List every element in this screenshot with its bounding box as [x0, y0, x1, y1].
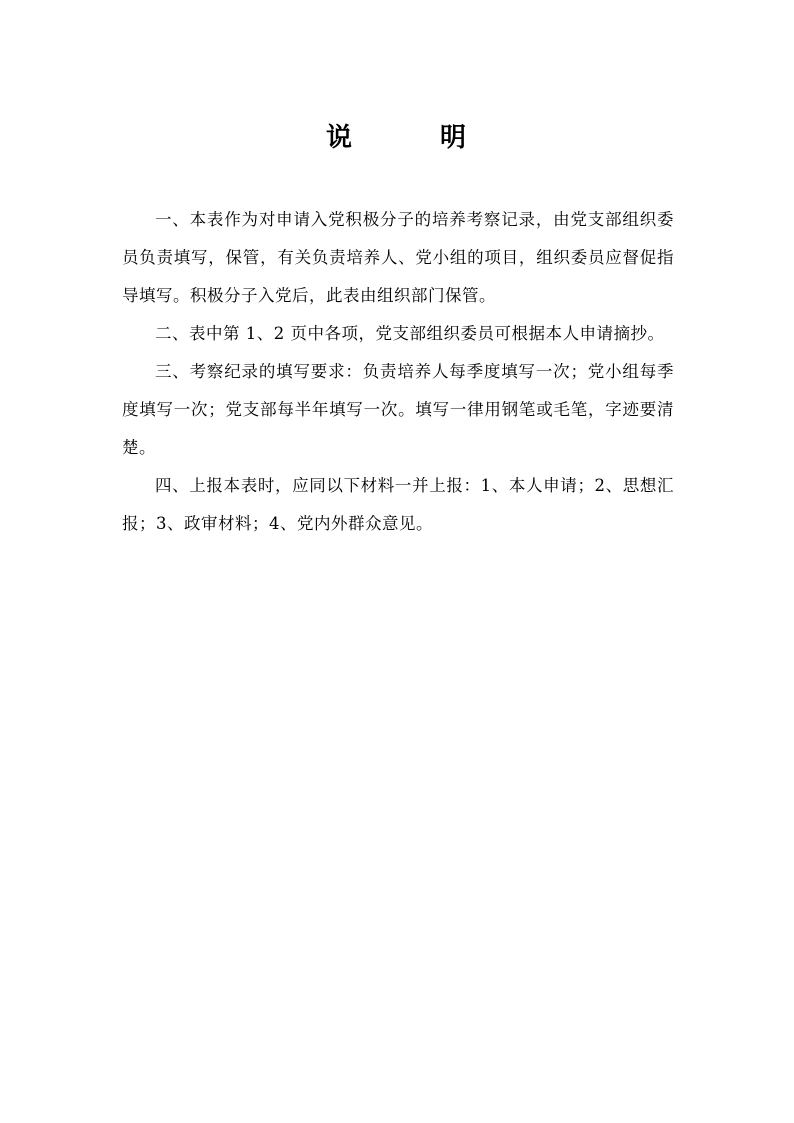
instruction-paragraph-3: 三、考察纪录的填写要求：负责培养人每季度填写一次；党小组每季度填写一次；党支部每半年填写一次。填写一律用钢笔或毛笔，字迹要清楚。	[122, 362, 674, 457]
instruction-paragraph-2: 二、表中第 1、2 页中各项，党支部组织委员可根据本人申请摘抄。	[155, 324, 665, 343]
instruction-paragraph-4: 四、上报本表时，应同以下材料一并上报：1、本人申请；2、思想汇报；3、政审材料；4、党内外群众意见。	[122, 476, 674, 533]
instructions-body	[122, 201, 674, 543]
title-char-2: 明	[440, 123, 469, 153]
instruction-paragraph-1: 一、本表作为对申请入党积极分子的培养考察记录，由党支部组织委员负责填写，保管，有关负责培养人、党小组的项目，组织委员应督促指导填写。积极分子入党后，此表由组织部门保管。	[122, 210, 674, 305]
title-char-1: 说	[325, 123, 354, 153]
page-title	[0, 118, 794, 158]
